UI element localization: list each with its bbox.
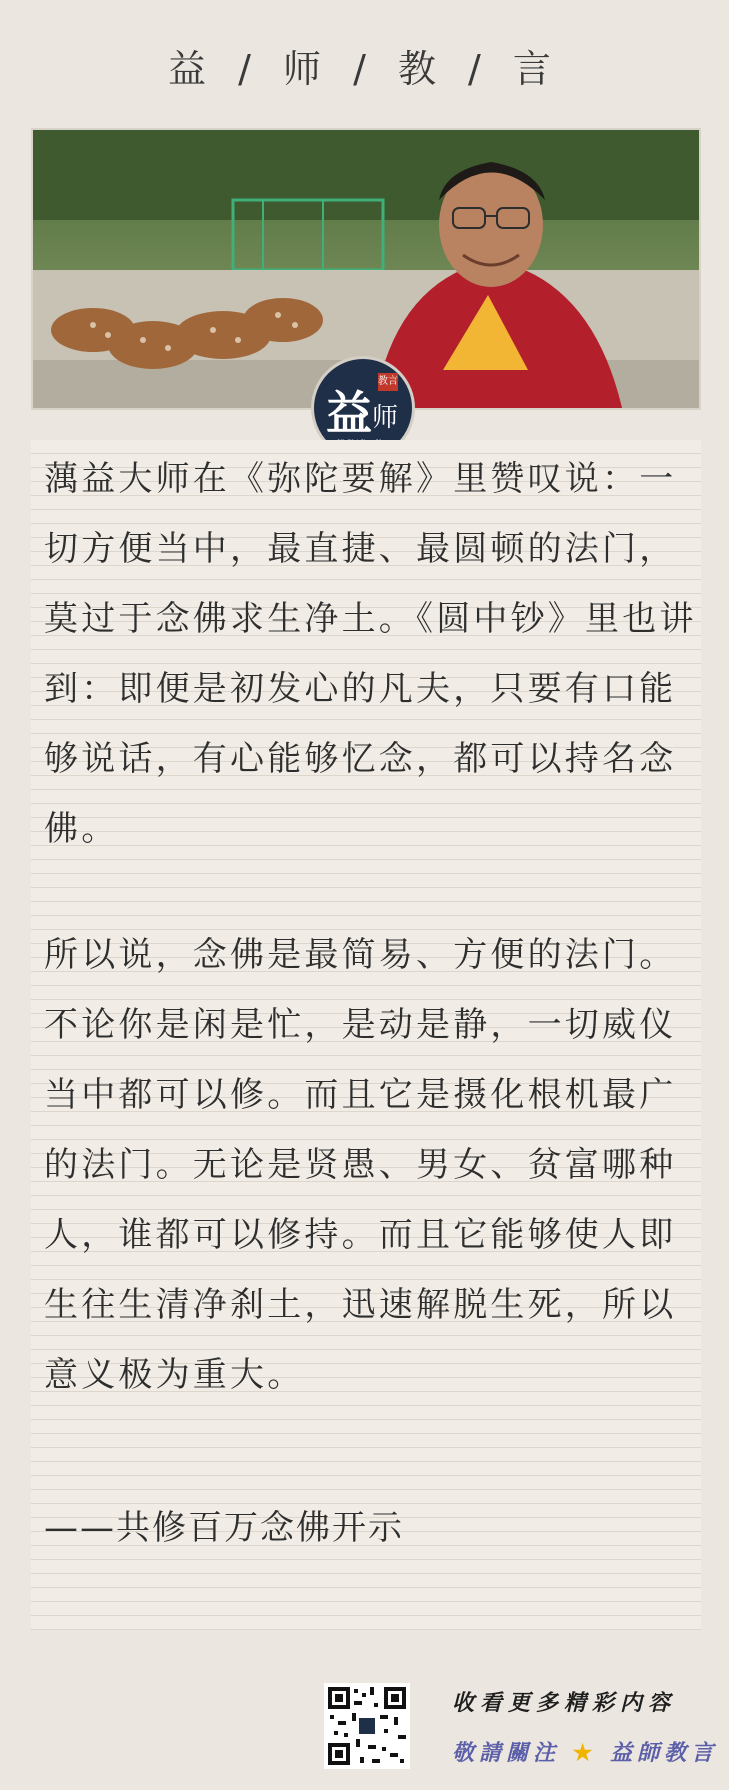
page-title: 益 / 师 / 教 / 言 bbox=[168, 47, 561, 91]
paragraph-2: 所以说，念佛是最简易、方便的法门。不论你是闲是忙，是动是静，一切威仪当中都可以修。而且它是摄化根机最广的法门。无论是贤愚、男女、贫富哪种人，谁都可以修持。而且它能够使人即生往生清净刹土，迅速解脱生死，所以意义极为重大。 bbox=[44, 935, 677, 1395]
qr-code[interactable] bbox=[324, 1683, 410, 1769]
content-paper bbox=[31, 440, 701, 1630]
footer-brand-text: 益師教言 bbox=[610, 1740, 719, 1766]
footer-follow-text: 敬請關注 bbox=[452, 1740, 561, 1766]
logo-main-char: 益 bbox=[326, 386, 372, 440]
logo-side-char: 师 bbox=[372, 403, 399, 433]
attribution: ——共修百万念佛开示 bbox=[44, 1508, 404, 1548]
star-icon: ★ bbox=[572, 1740, 598, 1766]
footer-line-2 bbox=[452, 1736, 718, 1767]
logo-seal: 教言 bbox=[378, 373, 398, 391]
footer-line-1: 收看更多精彩内容 bbox=[452, 1690, 677, 1716]
paragraph-1: 蕅益大师在《弥陀要解》里赞叹说：一切方便当中，最直捷、最圆顿的法门，莫过于念佛求生净土。《圆中钞》里也讲到：即便是初发心的凡夫，只要有口能够说话，有心能够忆念，都可以持名念佛。 bbox=[44, 459, 697, 849]
